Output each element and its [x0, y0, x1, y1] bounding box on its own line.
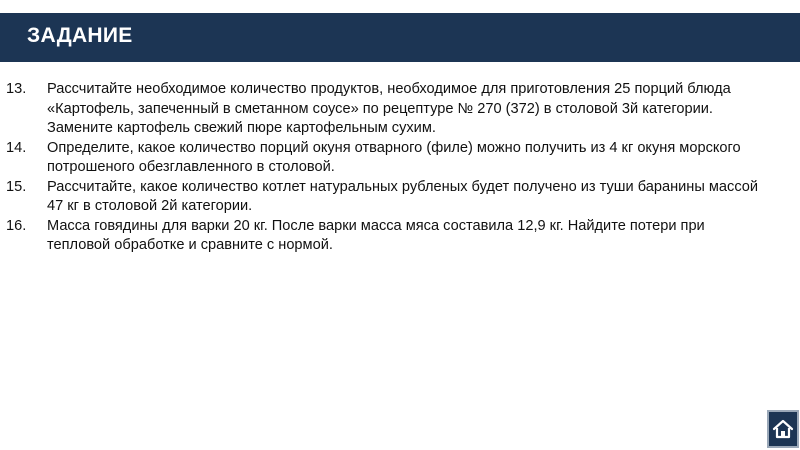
page-title: ЗАДАНИЕ [27, 24, 133, 47]
task-item [0, 217, 800, 256]
task-text: Рассчитайте необходимое количество продуктов, необходимое для приготовления 25 порций блюда «Картофель, запеченный в сметанном соусе» по рецептуре № 270 (372) в столовой 3й категории. Замените картофель свежий пюре картофельным сухим. [47, 81, 731, 136]
task-item [0, 178, 800, 217]
task-text: Масса говядины для варки 20 кг. После варки масса мяса составила 12,9 кг. Найдите потери при тепловой обработке и сравните с нормой. [47, 217, 705, 253]
task-number: 13. [6, 81, 27, 97]
task-text: Определите, какое количество порций окуня отварного (филе) можно получить из 4 кг окуня морского потрошеного обезглавленного в столовой. [47, 139, 741, 175]
task-list [0, 80, 800, 256]
task-number: 16. [6, 217, 27, 234]
home-icon [772, 418, 794, 440]
task-text: Рассчитайте, какое количество котлет натуральных рубленых будет получено из туши баранины массой 47 кг в столовой 2й категории. [47, 178, 759, 214]
task-number: 15. [6, 178, 27, 195]
home-button[interactable] [767, 410, 799, 448]
task-item [0, 80, 800, 139]
task-number: 14. [6, 139, 27, 156]
task-item [0, 139, 800, 178]
